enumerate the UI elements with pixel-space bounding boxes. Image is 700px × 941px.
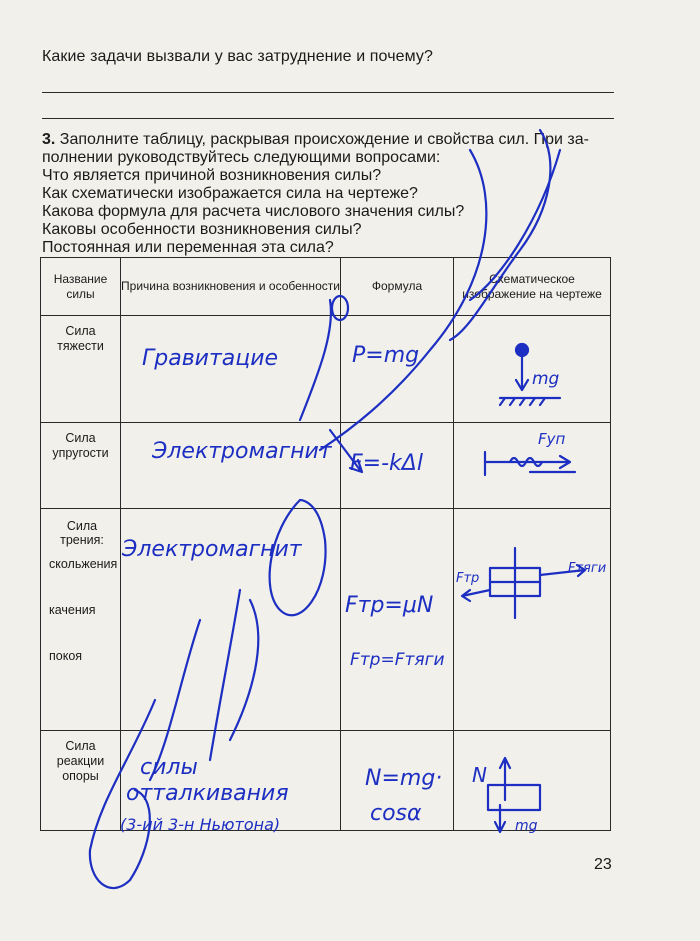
hw-gravity-formula: P=mg	[352, 343, 420, 368]
page-number: 23	[594, 856, 612, 873]
task-line-5: Какова формула для расчета числового значения силы?	[42, 203, 465, 220]
scribble-stroke-6	[210, 590, 240, 760]
gravity-ground	[500, 398, 560, 405]
friction-cross	[490, 548, 540, 618]
task-line-1: Заполните таблицу, раскрывая происхождение и свойства сил. При за-	[59, 131, 589, 148]
hw-gravity-cause: Гравитацие	[142, 346, 279, 371]
row-label-gravity: Сила тяжести	[41, 316, 121, 423]
task-line-4: Как схематически изображается сила на чертеже?	[42, 185, 418, 202]
hw-friction-diagram-label-2: Fтяги	[568, 561, 607, 576]
question-line: Какие задачи вызвали у вас затруднение и почему?	[42, 48, 434, 65]
hw-friction-diagram-label-1: Fтр	[456, 571, 480, 586]
task-line-6: Каковы особенности возникновения силы?	[42, 221, 362, 238]
elastic-arrow	[485, 456, 570, 468]
friction-left-arrow	[462, 590, 490, 601]
header-name: Название силы	[41, 258, 121, 316]
hw-normal-formula-1: N=mg·	[365, 766, 443, 791]
row-label-elastic: Сила упругости	[41, 423, 121, 509]
task-line-3: Что является причиной возникновения силы?	[42, 167, 382, 184]
hw-gravity-diagram-label: mg	[532, 369, 560, 389]
hw-normal-diagram-label-2: mg	[515, 818, 538, 834]
task-number: 3.	[42, 131, 56, 148]
task-line-7: Постоянная или переменная эта сила?	[42, 239, 334, 256]
hw-elastic-formula: F=-kΔl	[350, 451, 423, 476]
normal-block	[488, 785, 540, 810]
scribble-stroke-4	[300, 300, 331, 420]
task-line-2: полнении руководствуйтесь следующими вопросами:	[42, 149, 441, 166]
hw-normal-cause-2: отталкивания	[126, 781, 289, 806]
friction-sliding: скольжения	[49, 557, 118, 571]
scribble-stroke-3	[470, 150, 560, 300]
hw-elastic-cause: Электромагнит	[152, 439, 332, 464]
header-formula: Формула	[341, 258, 454, 316]
friction-title: Сила трения:	[60, 519, 104, 547]
hw-friction-formula-1: Fтр=μN	[345, 593, 434, 618]
hw-normal-cause-3: (3-ий 3-н Ньютона)	[120, 815, 281, 834]
scribble-stroke-1	[450, 130, 550, 340]
hw-normal-formula-2: cosα	[370, 801, 422, 826]
scribble-circle-o	[332, 296, 348, 320]
gravity-arrow	[516, 356, 528, 390]
gravity-ball	[516, 344, 528, 356]
hw-normal-diagram-label-1: N	[472, 763, 487, 787]
hw-friction-cause: Электромагнит	[122, 537, 302, 562]
hw-friction-formula-2: Fтр=Fтяги	[350, 650, 445, 670]
hw-elastic-diagram-label: Fуп	[538, 430, 566, 448]
friction-rolling: качения	[49, 603, 96, 617]
normal-up-arrow	[500, 758, 510, 800]
hw-normal-cause-1: силы	[140, 755, 198, 780]
header-cause: Причина возникновения и особенности	[121, 258, 341, 316]
header-diagram: Схематическое изображение на чертеже	[454, 258, 611, 316]
row-label-normal: Сила реакции опоры	[41, 731, 121, 831]
friction-rest: покоя	[49, 649, 83, 663]
